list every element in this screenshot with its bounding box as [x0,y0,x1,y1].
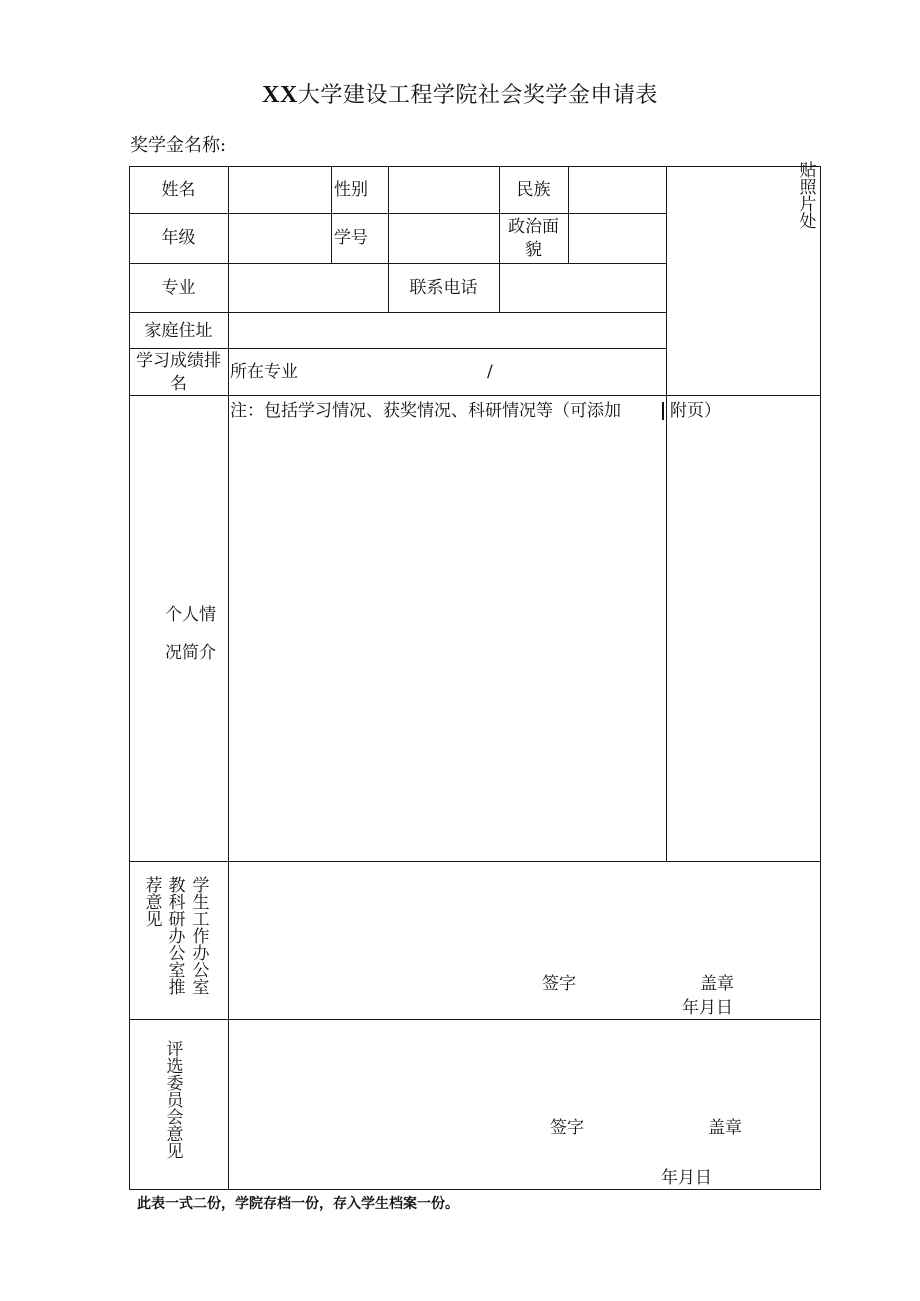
office-char: 公 [168,944,186,964]
grade-label: 年级 [161,228,196,248]
office-char: 意 [145,893,163,913]
committee-label [166,1042,184,1161]
title-text: 大学建设工程学院社会奖学金申请表 [297,83,658,108]
office-char: 工 [192,910,210,930]
office-char: 生 [192,893,210,913]
committee-sign-label: 签字 [550,1118,584,1138]
committee-char: 委 [166,1074,184,1094]
office-char: 教 [168,876,186,896]
row-line [129,312,667,313]
office-label-col2 [168,878,186,997]
office-char: 学 [192,876,210,896]
office-char: 推 [168,978,186,998]
committee-char: 选 [166,1057,184,1077]
photo-char: 照 [799,178,817,198]
row-line [129,861,821,862]
office-date-label: 年月日 [682,998,733,1018]
footer-note: 此表一式二份，学院存档一份，存入学生档案一份。 [137,1196,459,1212]
rank-slash: / [487,362,493,382]
committee-char: 见 [166,1142,184,1162]
photo-char: 贴 [799,161,817,181]
rank-label-line1: 学习成绩排 [136,351,221,371]
table-border-top [129,166,821,167]
photo-placeholder-label [799,163,817,231]
office-char: 公 [192,961,210,981]
office-sign-label: 签字 [542,974,576,994]
table-border-bottom [129,1189,821,1190]
col-line [331,166,332,263]
committee-char: 评 [166,1040,184,1060]
office-label-col1 [145,878,163,929]
political-status-label-line1: 政治面 [508,217,559,237]
office-char: 办 [192,944,210,964]
office-label-col3 [192,878,210,997]
committee-char: 会 [166,1108,184,1128]
office-char: 研 [168,910,186,930]
phone-label: 联系电话 [409,278,478,298]
address-label: 家庭住址 [144,321,213,341]
intro-label-line1: 个人情 [165,605,216,625]
rank-value-label: 所在专业 [230,362,298,382]
student-id-label: 学号 [334,228,368,248]
row-line [129,348,667,349]
scholarship-name-label: 奖学金名称: [130,135,227,156]
office-char: 办 [168,927,186,947]
table-border-right [820,166,821,1190]
office-char: 室 [168,961,186,981]
photo-column-line [666,166,667,861]
name-label: 姓名 [161,180,196,200]
photo-char: 处 [799,212,817,232]
office-char: 室 [192,978,210,998]
committee-seal-label: 盖章 [708,1118,742,1138]
office-char: 作 [192,927,210,947]
committee-date-label: 年月日 [661,1168,712,1188]
office-char: 科 [168,893,186,913]
gender-label: 性别 [334,180,368,200]
intro-label-line2: 况简介 [165,643,216,663]
committee-char: 意 [166,1125,184,1145]
ethnicity-label: 民族 [516,180,551,200]
col-line [568,166,569,263]
row-line [129,1019,821,1020]
committee-char: 员 [166,1091,184,1111]
intro-note-continued: 附页） [670,401,721,421]
label-column-line [228,166,229,1190]
office-char: 见 [145,910,163,930]
row-line [129,263,667,264]
row-line [129,213,667,214]
row-line [129,395,821,396]
intro-note: 注：包括学习情况、获奖情况、科研情况等（可添加 [230,401,621,421]
office-char: 荐 [145,876,163,896]
photo-char: 片 [799,195,817,215]
office-seal-label: 盖章 [700,974,734,994]
text-cursor-mark [662,402,664,420]
political-status-label-line2: 貌 [525,240,542,260]
title-prefix: XX [262,82,298,108]
major-label: 专业 [161,278,196,298]
rank-label-line2: 名 [170,374,187,394]
